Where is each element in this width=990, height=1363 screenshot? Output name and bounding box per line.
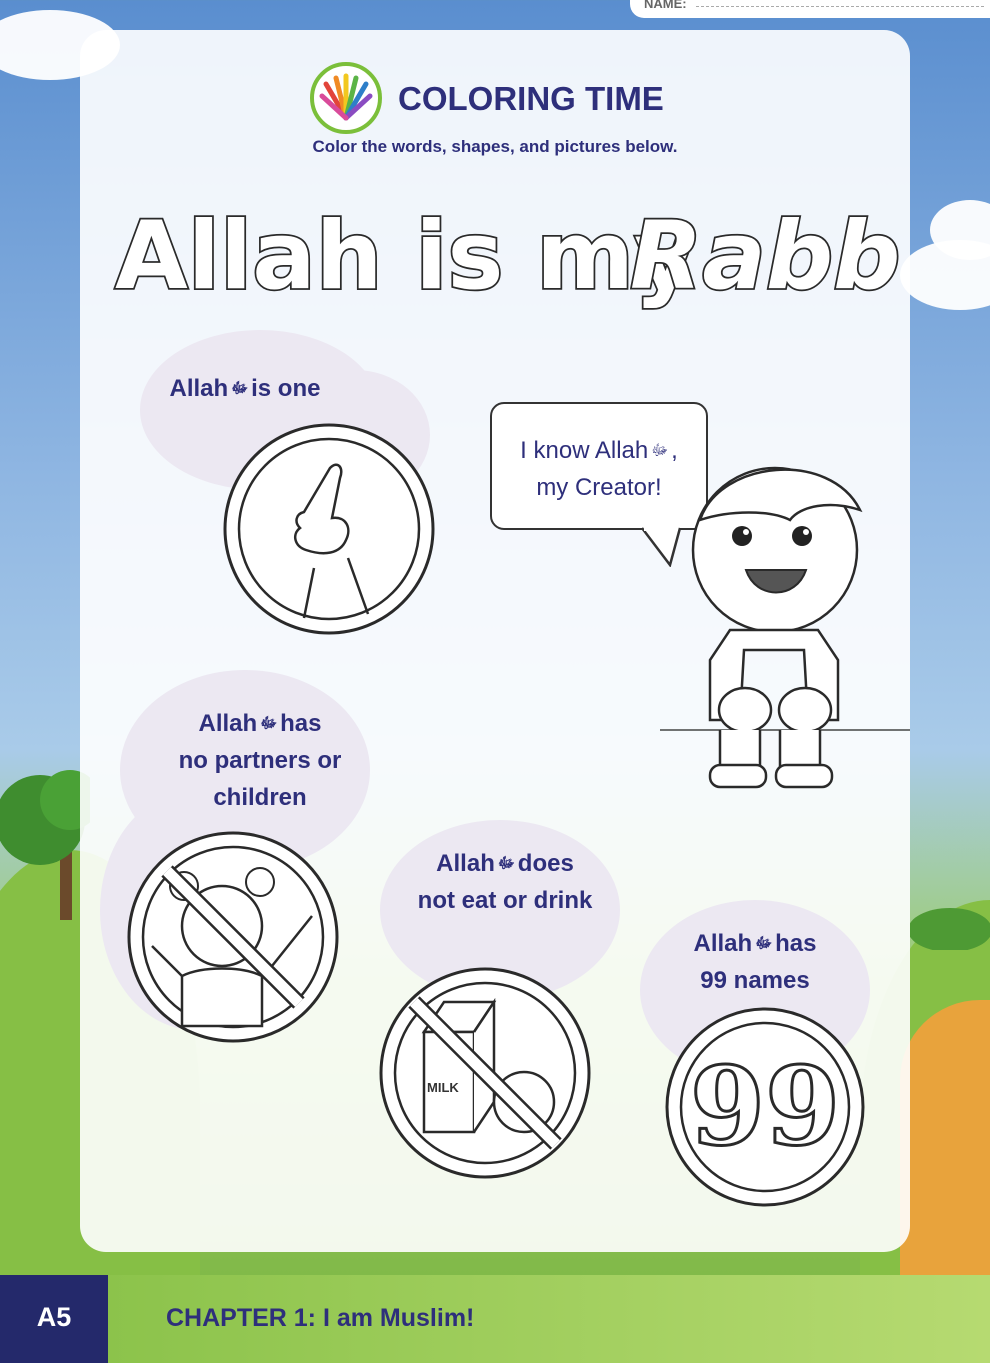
honorific-glyph: ﷻ: [497, 854, 515, 872]
food-no-sign: [374, 962, 596, 1184]
ninety-nine-number: 99: [689, 1044, 841, 1170]
caption-word: does: [517, 850, 574, 877]
tree-icon: [0, 740, 90, 920]
honorific-glyph: ﷻ: [231, 379, 249, 397]
caption-99-names: [645, 925, 865, 999]
speech-comma: ,: [671, 437, 678, 464]
heading-part1: Allah is my: [115, 202, 696, 311]
bush-icon: [910, 890, 990, 950]
honorific-glyph: ﷻ: [260, 714, 278, 732]
speech-line1: I know Allah: [520, 437, 649, 464]
ninety-nine-circle: [662, 1004, 868, 1210]
caption-line: children: [213, 784, 307, 811]
section-title: COLORING TIME: [398, 80, 664, 117]
caption-line: not eat or drink: [417, 887, 593, 914]
heading-part2: Rabb: [630, 202, 901, 311]
caption-word: Allah: [198, 710, 258, 737]
caption-line: no partners or: [178, 747, 342, 774]
dirt-path: [900, 1000, 990, 1300]
caption-word: has: [775, 930, 817, 957]
milk-label: MILK: [427, 1080, 459, 1095]
caption-word: Allah: [169, 375, 229, 402]
name-strip: [630, 0, 990, 18]
page-heading: [100, 178, 910, 328]
finger-no-sign: [218, 418, 440, 640]
caption-word: Allah: [693, 930, 753, 957]
honorific-glyph: ﷻ: [755, 934, 773, 952]
instruction-text: Color the words, shapes, and pictures below.: [312, 137, 678, 156]
caption-line: 99 names: [700, 967, 810, 994]
caption-word: has: [280, 710, 322, 737]
name-label: NAME:: [644, 0, 687, 11]
name-line[interactable]: [696, 6, 984, 7]
caption-word: is one: [251, 375, 321, 402]
child-no-sign: [122, 826, 344, 1048]
caption-word: Allah: [436, 850, 495, 877]
boy-illustration: [660, 440, 910, 800]
caption-does-not-eat: [380, 845, 630, 919]
speech-line2: my Creator!: [536, 474, 662, 501]
caption-no-partners: [140, 705, 380, 816]
colored-pencils-icon: [310, 62, 382, 134]
chapter-title: CHAPTER 1: I am Muslim!: [166, 1304, 475, 1332]
caption-allah-is-one: [130, 370, 360, 407]
page-code: A5: [36, 1302, 72, 1332]
honorific-glyph: ﷻ: [651, 441, 669, 459]
